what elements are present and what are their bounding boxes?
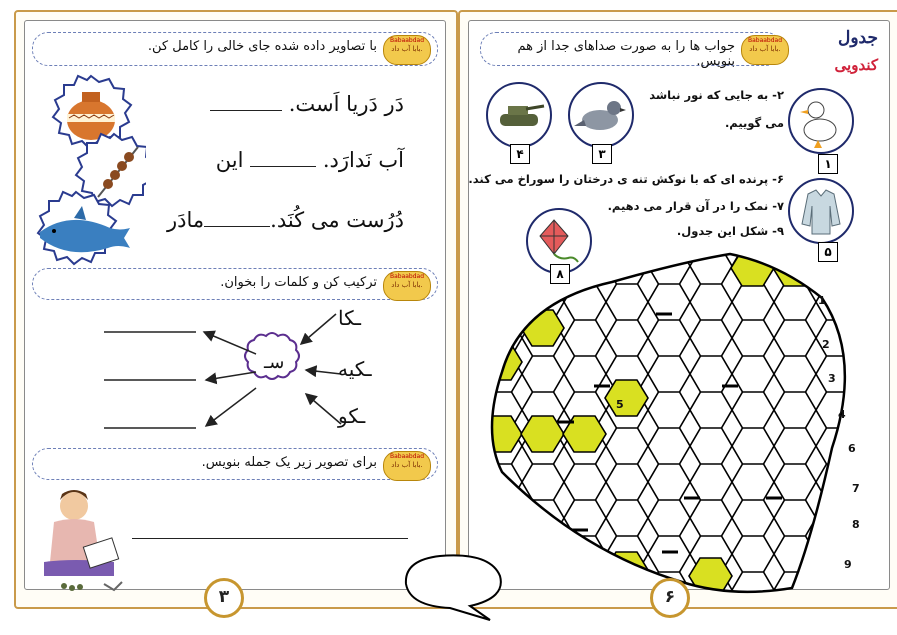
puzzle-instruction: جواب ها را به صورت صداهای جدا از هم بنویس. [517,39,735,69]
kebab-icon [76,134,146,206]
clue-9: ۹- شکل این جدول. [676,224,784,238]
sentence-1: دَر دَریا اَست. [210,92,404,116]
babaabdad-logo: Babaabdad بابا آب داد. [741,35,789,65]
write-sentence-instruction-banner [32,448,438,480]
clue-2: ۲- به جایی که نور نباشد [649,88,784,102]
puzzle-instruction-banner [480,32,783,69]
picture-number-8: ۸ [550,264,570,284]
grid-start-number-5: 5 [616,398,624,411]
row-number-3: 3 [828,372,836,385]
row-number-1: 1 [818,294,826,307]
clue-2-cont: می گوییم. [724,116,784,130]
ending-3: ـکو [338,404,366,428]
fill-blank-instruction: با تصاویر داده شده جای خالی را کامل کن. [147,39,377,54]
page-number: ۳ [204,578,244,618]
duck-icon [790,90,852,152]
tank-picture [486,82,552,148]
pigeon-picture [568,82,634,148]
sentence-3-blank[interactable] [204,226,270,227]
clue-6: ۶- پرنده ای که با نوکش تنه ی درختان را سوراخ می کند. [468,172,784,186]
babaabdad-logo: Babaabdad بابا آب داد. [383,35,431,65]
center-letter: سـ [264,352,285,373]
boy-drawing-picture [34,488,134,596]
fill-blank-instruction-banner [32,32,438,66]
speech-bubble [400,552,550,622]
right-page [458,10,897,609]
hint-pictures [36,72,146,272]
row-number-4: 4 [838,408,846,421]
answer-line[interactable] [132,538,408,539]
row-number-8: 8 [852,518,860,531]
write-sentence-instruction: برای تصویر زیر یک جمله بنویس. [201,455,377,470]
picture-number-3: ۳ [592,144,612,164]
duck-picture [788,88,854,154]
sentence-2: آب نَدارَد. این [215,148,404,172]
combine-instruction-banner [32,268,438,300]
sentence-2-blank[interactable] [250,166,316,167]
picture-number-1: ۱ [818,154,838,174]
ending-1: ـکا [338,306,361,330]
row-number-7: 7 [852,482,860,495]
combine-diagram [96,304,376,444]
ending-2: ـکیه [338,357,372,381]
jacket-icon [790,180,852,242]
picture-number-4: ۴ [510,144,530,164]
babaabdad-logo: Babaabdad بابا آب داد. [383,271,431,301]
puzzle-title: جدول [838,28,878,48]
row-number-6: 6 [848,442,856,455]
row-number-9: 9 [844,558,852,571]
row-number-2: 2 [822,338,830,351]
combine-instruction: ترکیب کن و کلمات را بخوان. [220,275,377,290]
left-page [14,10,458,609]
jacket-picture [788,178,854,244]
picture-number-5: ۵ [818,242,838,262]
pigeon-icon [570,84,632,146]
page-number: ۶ [650,578,690,618]
clue-7: ۷- نمک را در آن قرار می دهیم. [607,199,784,213]
puzzle-subtitle: کندویی [834,56,878,74]
sentence-1-blank[interactable] [210,110,282,111]
sentence-3: دُرُست می کُنَد.مادَر [167,208,404,232]
tank-icon [488,84,550,146]
babaabdad-logo: Babaabdad بابا آب داد. [383,451,431,481]
